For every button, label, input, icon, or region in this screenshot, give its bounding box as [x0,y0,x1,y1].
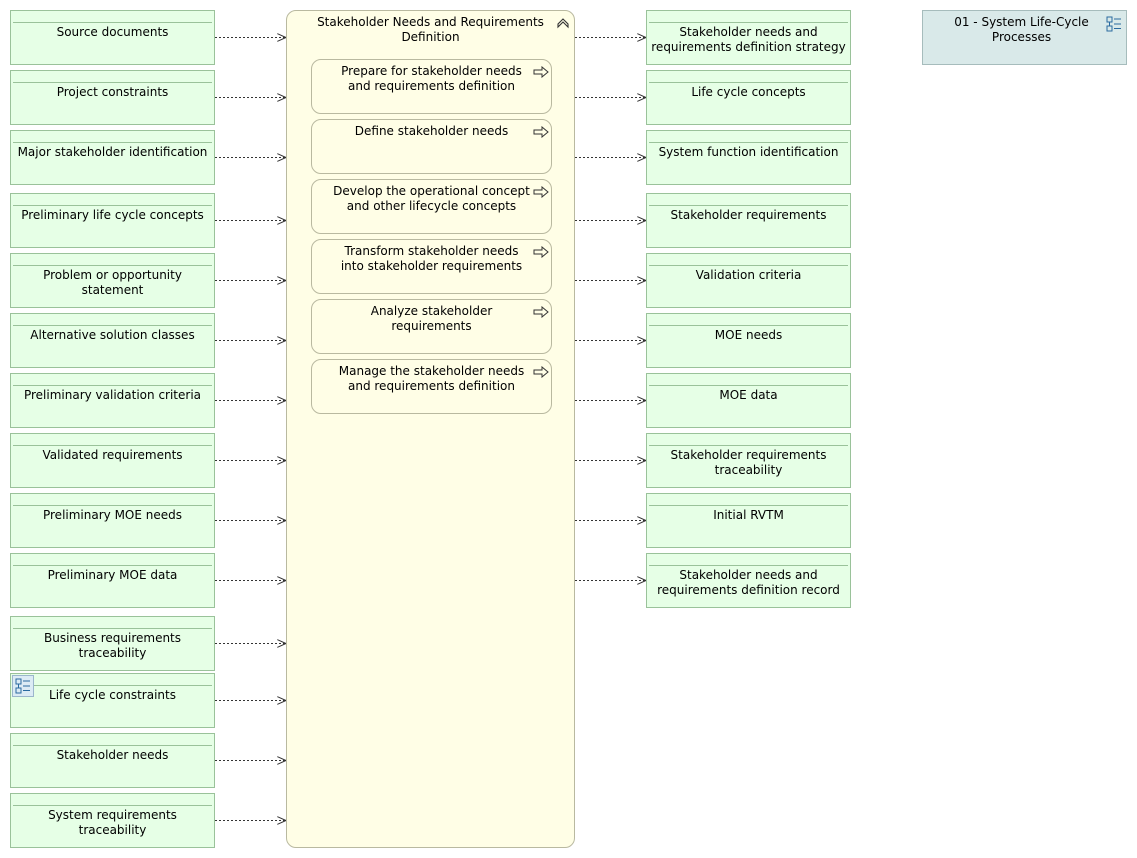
subprocess-define-stakeholder-needs[interactable] [311,119,552,174]
input-object-preliminary-validation-criteria[interactable] [10,373,215,428]
diagram-reference-icon [15,678,31,694]
input-object-label: Project constraints [13,82,212,100]
collapse-icon[interactable] [556,16,570,30]
input-object-major-stakeholder-identification[interactable] [10,130,215,185]
process-stakeholder-needs[interactable] [286,10,575,848]
input-object-label: System requirements traceability [13,805,212,838]
output-object-validation-criteria[interactable] [646,253,851,308]
subprocess-label: Transform stakeholder needs into stakeholder requirements [340,244,523,273]
subprocess-label: Analyze stakeholder requirements [370,304,493,333]
input-object-label: Preliminary life cycle concepts [13,205,212,223]
diagram-reference-icon-box[interactable] [12,675,34,697]
subprocess-develop-the-operational-concept-and-other-lifecycle-concepts[interactable] [311,179,552,234]
process-arrow-icon [533,126,549,138]
input-object-label: Stakeholder needs [13,745,212,763]
grouping-system-life-cycle-processes[interactable] [922,10,1127,65]
input-object-alternative-solution-classes[interactable] [10,313,215,368]
output-object-label: Stakeholder needs and requirements definition strategy [649,22,848,55]
process-arrow-icon [533,306,549,318]
output-object-label: Validation criteria [649,265,848,283]
output-object-moe-data[interactable] [646,373,851,428]
input-object-stakeholder-needs[interactable] [10,733,215,788]
subprocess-label: Define stakeholder needs [354,124,509,138]
input-object-label: Business requirements traceability [13,628,212,661]
output-object-life-cycle-concepts[interactable] [646,70,851,125]
input-object-label: Life cycle constraints [13,685,212,703]
subprocess-analyze-stakeholder-requirements[interactable] [311,299,552,354]
output-object-stakeholder-needs-and-requirements-definition-strategy[interactable] [646,10,851,65]
subprocess-label: Manage the stakeholder needs and requirements definition [338,364,525,393]
input-object-label: Preliminary MOE needs [13,505,212,523]
input-object-label: Preliminary validation criteria [13,385,212,403]
output-object-initial-rvtm[interactable] [646,493,851,548]
output-object-label: Stakeholder needs and requirements definition record [649,565,848,598]
output-object-label: System function identification [649,142,848,160]
output-object-system-function-identification[interactable] [646,130,851,185]
input-object-validated-requirements[interactable] [10,433,215,488]
input-object-preliminary-moe-needs[interactable] [10,493,215,548]
input-object-system-requirements-traceability[interactable] [10,793,215,848]
input-object-preliminary-life-cycle-concepts[interactable] [10,193,215,248]
subprocess-label: Develop the operational concept and other lifecycle concepts [333,184,530,213]
input-object-project-constraints[interactable] [10,70,215,125]
subprocess-transform-stakeholder-needs-into-stakeholder-requirements[interactable] [311,239,552,294]
diagram-reference-icon[interactable] [1106,16,1122,32]
output-object-label: Stakeholder requirements traceability [649,445,848,478]
output-object-label: MOE needs [649,325,848,343]
input-object-label: Alternative solution classes [13,325,212,343]
output-object-stakeholder-needs-and-requirements-definition-record[interactable] [646,553,851,608]
input-object-label: Problem or opportunity statement [13,265,212,298]
input-object-source-documents[interactable] [10,10,215,65]
output-object-stakeholder-requirements[interactable] [646,193,851,248]
subprocess-prepare-for-stakeholder-needs-and-requirements-definition[interactable] [311,59,552,114]
process-arrow-icon [533,66,549,78]
input-object-life-cycle-constraints[interactable] [10,673,215,728]
input-object-preliminary-moe-data[interactable] [10,553,215,608]
process-arrow-icon [533,366,549,378]
output-object-moe-needs[interactable] [646,313,851,368]
process-title: Stakeholder Needs and Requirements Definition [317,15,544,44]
subprocess-label: Prepare for stakeholder needs and requirements definition [341,64,522,93]
input-object-business-requirements-traceability[interactable] [10,616,215,671]
input-object-label: Source documents [13,22,212,40]
input-object-problem-or-opportunity-statement[interactable] [10,253,215,308]
output-object-label: Stakeholder requirements [649,205,848,223]
input-object-label: Validated requirements [13,445,212,463]
output-object-label: MOE data [649,385,848,403]
output-object-stakeholder-requirements-traceability[interactable] [646,433,851,488]
output-object-label: Initial RVTM [649,505,848,523]
input-object-label: Preliminary MOE data [13,565,212,583]
input-object-label: Major stakeholder identification [13,142,212,160]
grouping-title: 01 - System Life-Cycle Processes [954,15,1089,44]
subprocess-manage-the-stakeholder-needs-and-requirements-definition[interactable] [311,359,552,414]
output-object-label: Life cycle concepts [649,82,848,100]
process-arrow-icon [533,186,549,198]
process-arrow-icon [533,246,549,258]
